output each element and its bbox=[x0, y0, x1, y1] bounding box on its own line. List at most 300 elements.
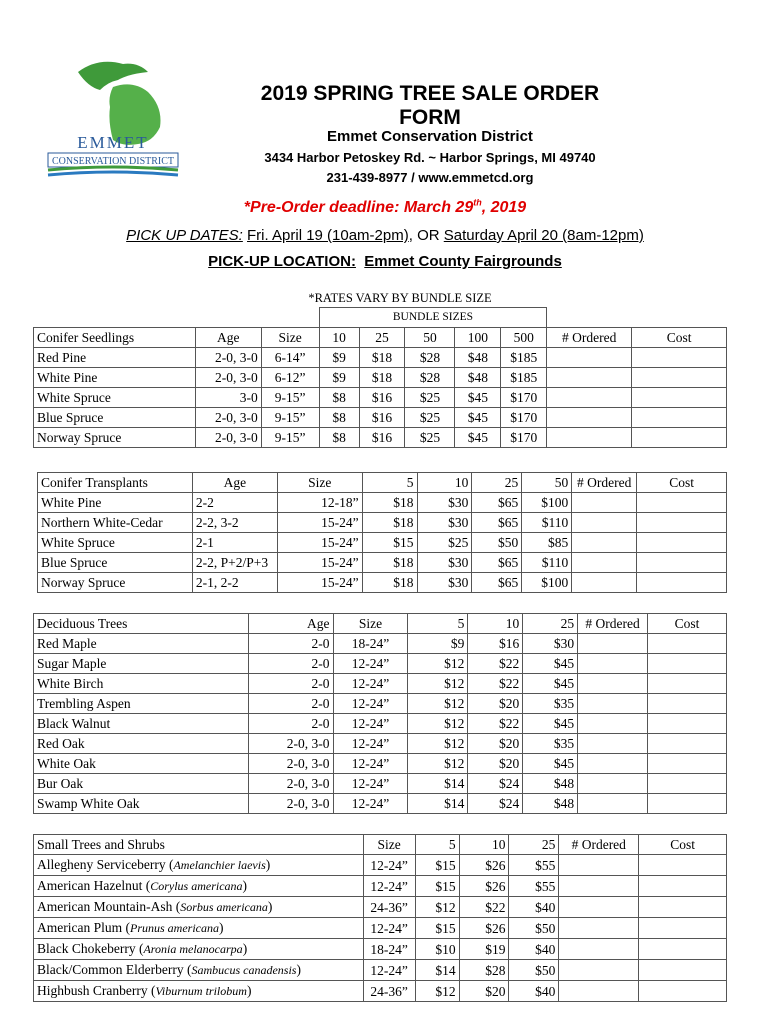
species-name: White Spruce bbox=[38, 533, 193, 553]
cost-input-cell[interactable] bbox=[639, 918, 727, 939]
pickup-location-value: Emmet County Fairgrounds bbox=[364, 253, 562, 270]
col-header: Cost bbox=[648, 614, 727, 634]
table-cell: $45 bbox=[523, 714, 578, 734]
ordered-input-cell[interactable] bbox=[559, 918, 639, 939]
cost-input-cell[interactable] bbox=[632, 348, 727, 368]
table-row bbox=[38, 533, 727, 553]
species-name: White Birch bbox=[34, 674, 249, 694]
table-cell: $12 bbox=[415, 897, 459, 918]
table-row bbox=[34, 754, 727, 774]
ordered-input-cell[interactable] bbox=[578, 754, 648, 774]
species-name: Red Pine bbox=[34, 348, 196, 368]
common-name: American Mountain-Ash ( bbox=[37, 899, 181, 914]
cost-input-cell[interactable] bbox=[639, 876, 727, 897]
table-cell: $45 bbox=[455, 388, 501, 408]
cost-input-cell[interactable] bbox=[639, 939, 727, 960]
table-cell: 2-2 bbox=[192, 493, 277, 513]
table-cell: 12-24” bbox=[333, 754, 408, 774]
table-cell: 15-24” bbox=[277, 573, 362, 593]
cost-input-cell[interactable] bbox=[637, 533, 727, 553]
table-row bbox=[34, 368, 727, 388]
col-header: # Ordered bbox=[572, 473, 637, 493]
rates-note: *RATES VARY BY BUNDLE SIZE bbox=[308, 291, 492, 305]
table-cell: $65 bbox=[472, 553, 522, 573]
col-header: Conifer Seedlings bbox=[34, 328, 196, 348]
col-header: Conifer Transplants bbox=[38, 473, 193, 493]
ordered-input-cell[interactable] bbox=[578, 654, 648, 674]
table-cell: $45 bbox=[523, 674, 578, 694]
col-header: Size bbox=[277, 473, 362, 493]
table-cell: $35 bbox=[523, 734, 578, 754]
table-cell: $16 bbox=[468, 634, 523, 654]
col-header: # Ordered bbox=[559, 835, 639, 855]
table-cell: $50 bbox=[472, 533, 522, 553]
table-row bbox=[34, 428, 727, 448]
ordered-input-cell[interactable] bbox=[547, 428, 632, 448]
table-cell: 9-15” bbox=[261, 408, 319, 428]
table-cell: $85 bbox=[522, 533, 572, 553]
svg-text:EMMET: EMMET bbox=[77, 133, 149, 152]
ordered-input-cell[interactable] bbox=[547, 408, 632, 428]
species-name: Red Maple bbox=[34, 634, 249, 654]
table-cell: $40 bbox=[509, 981, 559, 1002]
latin-name: Aronia melanocarpa bbox=[143, 942, 243, 956]
table-cell: $35 bbox=[523, 694, 578, 714]
cost-input-cell[interactable] bbox=[648, 654, 727, 674]
table-cell: $16 bbox=[359, 408, 405, 428]
table-cell: $20 bbox=[459, 981, 509, 1002]
table-cell: 12-24” bbox=[333, 734, 408, 754]
common-name: Allegheny Serviceberry ( bbox=[37, 857, 174, 872]
col-header: # Ordered bbox=[578, 614, 648, 634]
pickup-location-label: PICK-UP LOCATION: bbox=[208, 253, 356, 270]
species-name: White Spruce bbox=[34, 388, 196, 408]
table-cell: $18 bbox=[359, 368, 405, 388]
table-cell: 2-0, 3-0 bbox=[195, 368, 261, 388]
table-cell: $9 bbox=[319, 348, 359, 368]
table-cell: $30 bbox=[417, 493, 472, 513]
table-cell: $100 bbox=[522, 573, 572, 593]
table-cell: $15 bbox=[415, 918, 459, 939]
table-cell: 3-0 bbox=[195, 388, 261, 408]
table-cell: 6-12” bbox=[261, 368, 319, 388]
latin-name: Viburnum trilobum bbox=[155, 984, 247, 998]
ordered-input-cell[interactable] bbox=[578, 694, 648, 714]
table-cell: $12 bbox=[408, 754, 468, 774]
col-header: 10 bbox=[459, 835, 509, 855]
col-header: 25 bbox=[359, 328, 405, 348]
table-cell: $18 bbox=[362, 573, 417, 593]
table-cell: $19 bbox=[459, 939, 509, 960]
table-cell: 2-0 bbox=[248, 674, 333, 694]
table-cell: $24 bbox=[468, 794, 523, 814]
table-cell: $100 bbox=[522, 493, 572, 513]
ordered-input-cell[interactable] bbox=[547, 388, 632, 408]
cost-input-cell[interactable] bbox=[648, 754, 727, 774]
table-cell: 2-1, 2-2 bbox=[192, 573, 277, 593]
ordered-input-cell[interactable] bbox=[559, 897, 639, 918]
species-name: Norway Spruce bbox=[34, 428, 196, 448]
table-row bbox=[34, 794, 727, 814]
table-cell: $28 bbox=[405, 368, 455, 388]
cost-input-cell[interactable] bbox=[639, 855, 727, 876]
table-cell: $48 bbox=[455, 348, 501, 368]
org-name: Emmet Conservation District bbox=[327, 128, 533, 145]
ordered-input-cell[interactable] bbox=[578, 734, 648, 754]
table-cell: 12-24” bbox=[363, 855, 415, 876]
ordered-input-cell[interactable] bbox=[559, 981, 639, 1002]
cost-input-cell[interactable] bbox=[648, 774, 727, 794]
pickup-dates-or: , OR bbox=[408, 227, 444, 244]
cost-input-cell[interactable] bbox=[648, 674, 727, 694]
table-cell: $170 bbox=[501, 388, 547, 408]
table-cell: $45 bbox=[523, 754, 578, 774]
table-cell: $14 bbox=[415, 960, 459, 981]
table-cell: 12-18” bbox=[277, 493, 362, 513]
table-cell: $22 bbox=[468, 654, 523, 674]
table-cell: $185 bbox=[501, 348, 547, 368]
table-cell: $20 bbox=[468, 734, 523, 754]
table-cell: $12 bbox=[408, 674, 468, 694]
table-cell: $50 bbox=[509, 960, 559, 981]
table-cell: $26 bbox=[459, 918, 509, 939]
table-cell: $12 bbox=[415, 981, 459, 1002]
species-name: White Oak bbox=[34, 754, 249, 774]
table-cell: 9-15” bbox=[261, 428, 319, 448]
table-cell: 6-14” bbox=[261, 348, 319, 368]
col-header: Cost bbox=[639, 835, 727, 855]
pickup-dates-label: PICK UP DATES: bbox=[126, 227, 243, 244]
col-header: # Ordered bbox=[547, 328, 632, 348]
table-cell: $65 bbox=[472, 573, 522, 593]
pickup-dates-friday: Fri. April 19 (10am-2pm) bbox=[247, 227, 409, 244]
ordered-input-cell[interactable] bbox=[572, 553, 637, 573]
table-cell: 2-0 bbox=[248, 694, 333, 714]
species-name: American Hazelnut (Corylus americana) bbox=[34, 876, 364, 897]
latin-name: Sambucus canadensis bbox=[191, 963, 297, 977]
table-cell: $22 bbox=[468, 714, 523, 734]
table-cell: 12-24” bbox=[333, 674, 408, 694]
table-cell: 12-24” bbox=[333, 654, 408, 674]
cost-input-cell[interactable] bbox=[637, 493, 727, 513]
ordered-input-cell[interactable] bbox=[578, 634, 648, 654]
table-cell: $14 bbox=[408, 794, 468, 814]
pickup-dates bbox=[0, 227, 770, 244]
latin-name: Prunus americana bbox=[129, 921, 219, 935]
conifer-transplants-table bbox=[37, 472, 727, 593]
cost-input-cell[interactable] bbox=[639, 981, 727, 1002]
col-header: 100 bbox=[455, 328, 501, 348]
table-header-row bbox=[34, 835, 727, 855]
deciduous-trees-table bbox=[33, 613, 727, 814]
col-header: 25 bbox=[509, 835, 559, 855]
table-cell: $26 bbox=[459, 855, 509, 876]
table-row bbox=[38, 553, 727, 573]
table-cell: 12-24” bbox=[333, 794, 408, 814]
table-cell: $24 bbox=[468, 774, 523, 794]
table-row bbox=[34, 897, 727, 918]
table-cell: 9-15” bbox=[261, 388, 319, 408]
table-cell: 24-36” bbox=[363, 897, 415, 918]
table-row bbox=[34, 774, 727, 794]
table-header-row bbox=[34, 328, 727, 348]
table-cell: 18-24” bbox=[363, 939, 415, 960]
common-name: Black Chokeberry ( bbox=[37, 941, 144, 956]
table-cell: $110 bbox=[522, 553, 572, 573]
table-cell: 2-0, 3-0 bbox=[248, 774, 333, 794]
table-cell: $18 bbox=[359, 348, 405, 368]
table-cell: $30 bbox=[417, 513, 472, 533]
table-cell: 15-24” bbox=[277, 513, 362, 533]
table-cell: $9 bbox=[408, 634, 468, 654]
table-cell: $25 bbox=[417, 533, 472, 553]
table-cell: $14 bbox=[408, 774, 468, 794]
col-header: Cost bbox=[637, 473, 727, 493]
table-cell: $10 bbox=[415, 939, 459, 960]
pickup-location bbox=[0, 253, 770, 270]
table-cell: 2-1 bbox=[192, 533, 277, 553]
table-cell: $65 bbox=[472, 493, 522, 513]
col-header: 50 bbox=[522, 473, 572, 493]
table-cell: $25 bbox=[405, 408, 455, 428]
table-cell: $20 bbox=[468, 694, 523, 714]
latin-name: Corylus americana bbox=[150, 879, 243, 893]
table-cell: 2-0, 3-0 bbox=[248, 794, 333, 814]
ordered-input-cell[interactable] bbox=[572, 573, 637, 593]
common-name: American Hazelnut ( bbox=[37, 878, 151, 893]
cost-input-cell[interactable] bbox=[632, 428, 727, 448]
cost-input-cell[interactable] bbox=[639, 960, 727, 981]
col-header: Deciduous Trees bbox=[34, 614, 249, 634]
table-cell: $22 bbox=[459, 897, 509, 918]
table-cell: $16 bbox=[359, 428, 405, 448]
table-cell: 12-24” bbox=[333, 694, 408, 714]
table-cell: $26 bbox=[459, 876, 509, 897]
ordered-input-cell[interactable] bbox=[578, 674, 648, 694]
ordered-input-cell[interactable] bbox=[572, 533, 637, 553]
cost-input-cell[interactable] bbox=[632, 368, 727, 388]
table-cell: 2-0 bbox=[248, 714, 333, 734]
cost-input-cell[interactable] bbox=[648, 694, 727, 714]
cost-input-cell[interactable] bbox=[648, 714, 727, 734]
table-cell: $40 bbox=[509, 897, 559, 918]
table-cell: $48 bbox=[523, 794, 578, 814]
table-cell: $22 bbox=[468, 674, 523, 694]
species-name: Black/Common Elderberry (Sambucus canadensis) bbox=[34, 960, 364, 981]
table-row bbox=[38, 493, 727, 513]
common-name: Black/Common Elderberry ( bbox=[37, 962, 192, 977]
table-cell: $45 bbox=[455, 428, 501, 448]
bundle-sizes-label: BUNDLE SIZES bbox=[319, 308, 547, 328]
table-row bbox=[34, 876, 727, 897]
table-cell: $28 bbox=[405, 348, 455, 368]
species-name: Bur Oak bbox=[34, 774, 249, 794]
table-cell: $28 bbox=[459, 960, 509, 981]
common-name: American Plum ( bbox=[37, 920, 130, 935]
cost-input-cell[interactable] bbox=[648, 794, 727, 814]
table-cell: $170 bbox=[501, 428, 547, 448]
table-cell: $48 bbox=[523, 774, 578, 794]
cost-input-cell[interactable] bbox=[637, 573, 727, 593]
table-cell: $8 bbox=[319, 428, 359, 448]
table-cell: $15 bbox=[362, 533, 417, 553]
col-header: Age bbox=[195, 328, 261, 348]
species-name: Blue Spruce bbox=[38, 553, 193, 573]
table-row bbox=[34, 408, 727, 428]
table-row bbox=[34, 694, 727, 714]
org-address: 3434 Harbor Petoskey Rd. ~ Harbor Springs, MI 49740 bbox=[264, 150, 596, 165]
table-cell: $18 bbox=[362, 493, 417, 513]
species-name: Sugar Maple bbox=[34, 654, 249, 674]
cost-input-cell[interactable] bbox=[648, 734, 727, 754]
ordered-input-cell[interactable] bbox=[578, 794, 648, 814]
table-cell: $55 bbox=[509, 855, 559, 876]
table-row bbox=[34, 855, 727, 876]
table-cell: $12 bbox=[408, 694, 468, 714]
preorder-deadline: *Pre-Order deadline: March 29th, 2019 bbox=[243, 198, 527, 217]
small-trees-shrubs-table bbox=[33, 834, 727, 1002]
table-cell: 2-2, 3-2 bbox=[192, 513, 277, 533]
table-cell: 2-0, 3-0 bbox=[248, 734, 333, 754]
species-name: Norway Spruce bbox=[38, 573, 193, 593]
table-cell: 24-36” bbox=[363, 981, 415, 1002]
table-cell: $45 bbox=[523, 654, 578, 674]
table-row bbox=[34, 981, 727, 1002]
species-name: Northern White-Cedar bbox=[38, 513, 193, 533]
cost-input-cell[interactable] bbox=[639, 897, 727, 918]
table-row bbox=[34, 960, 727, 981]
table-cell: $20 bbox=[468, 754, 523, 774]
table-cell: 12-24” bbox=[363, 876, 415, 897]
species-name: White Pine bbox=[38, 493, 193, 513]
species-name: American Mountain-Ash (Sorbus americana) bbox=[34, 897, 364, 918]
species-name: American Plum (Prunus americana) bbox=[34, 918, 364, 939]
table-cell: $12 bbox=[408, 654, 468, 674]
table-row bbox=[34, 939, 727, 960]
table-cell: $8 bbox=[319, 408, 359, 428]
species-name: Highbush Cranberry (Viburnum trilobum) bbox=[34, 981, 364, 1002]
col-header: Age bbox=[192, 473, 277, 493]
species-name: Blue Spruce bbox=[34, 408, 196, 428]
species-name: White Pine bbox=[34, 368, 196, 388]
svg-text:CONSERVATION DISTRICT: CONSERVATION DISTRICT bbox=[51, 156, 175, 167]
species-name: Black Walnut bbox=[34, 714, 249, 734]
table-row bbox=[34, 348, 727, 368]
col-header: Size bbox=[363, 835, 415, 855]
latin-name: Amelanchier laevis bbox=[173, 858, 266, 872]
table-cell: $12 bbox=[408, 734, 468, 754]
ordered-input-cell[interactable] bbox=[547, 348, 632, 368]
col-header: 5 bbox=[362, 473, 417, 493]
col-header: Small Trees and Shrubs bbox=[34, 835, 364, 855]
table-cell: $15 bbox=[415, 855, 459, 876]
table-cell: 12-24” bbox=[363, 960, 415, 981]
table-row bbox=[34, 714, 727, 734]
latin-name: Sorbus americana bbox=[180, 900, 268, 914]
table-cell: 2-0, 3-0 bbox=[195, 428, 261, 448]
table-row bbox=[38, 513, 727, 533]
ordered-input-cell[interactable] bbox=[578, 774, 648, 794]
table-header-row bbox=[38, 473, 727, 493]
col-header: 10 bbox=[417, 473, 472, 493]
cost-input-cell[interactable] bbox=[632, 388, 727, 408]
table-cell: 2-0 bbox=[248, 654, 333, 674]
col-header: 5 bbox=[408, 614, 468, 634]
conifer-seedlings-table bbox=[33, 307, 727, 448]
table-cell: $65 bbox=[472, 513, 522, 533]
col-header: Cost bbox=[632, 328, 727, 348]
col-header: Size bbox=[261, 328, 319, 348]
table-cell: 12-24” bbox=[333, 714, 408, 734]
ordered-input-cell[interactable] bbox=[572, 493, 637, 513]
col-header: 5 bbox=[415, 835, 459, 855]
col-header: Age bbox=[248, 614, 333, 634]
species-name: Black Chokeberry (Aronia melanocarpa) bbox=[34, 939, 364, 960]
table-cell: $185 bbox=[501, 368, 547, 388]
table-cell: $30 bbox=[523, 634, 578, 654]
table-cell: $40 bbox=[509, 939, 559, 960]
table-cell: $9 bbox=[319, 368, 359, 388]
species-name: Allegheny Serviceberry (Amelanchier laevis) bbox=[34, 855, 364, 876]
table-header-row bbox=[34, 614, 727, 634]
col-header: 500 bbox=[501, 328, 547, 348]
cost-input-cell[interactable] bbox=[632, 408, 727, 428]
org-contact: 231-439-8977 / www.emmetcd.org bbox=[326, 170, 534, 185]
table-cell: $45 bbox=[455, 408, 501, 428]
pickup-dates-saturday: Saturday April 20 (8am-12pm) bbox=[443, 227, 644, 244]
table-cell: $18 bbox=[362, 513, 417, 533]
table-cell: 2-2, P+2/P+3 bbox=[192, 553, 277, 573]
table-cell: 2-0 bbox=[248, 634, 333, 654]
col-header: 10 bbox=[468, 614, 523, 634]
table-cell: 18-24” bbox=[333, 634, 408, 654]
cost-input-cell[interactable] bbox=[648, 634, 727, 654]
col-header: 25 bbox=[472, 473, 522, 493]
col-header: 50 bbox=[405, 328, 455, 348]
species-name: Trembling Aspen bbox=[34, 694, 249, 714]
ordered-input-cell[interactable] bbox=[559, 939, 639, 960]
ordered-input-cell[interactable] bbox=[559, 960, 639, 981]
table-cell: $30 bbox=[417, 553, 472, 573]
ordered-input-cell[interactable] bbox=[578, 714, 648, 734]
ordered-input-cell[interactable] bbox=[572, 513, 637, 533]
table-cell: $18 bbox=[362, 553, 417, 573]
table-cell: 2-0, 3-0 bbox=[195, 408, 261, 428]
col-header: Size bbox=[333, 614, 408, 634]
table-cell: $16 bbox=[359, 388, 405, 408]
table-row bbox=[34, 734, 727, 754]
table-cell: $30 bbox=[417, 573, 472, 593]
table-row bbox=[34, 634, 727, 654]
table-cell: $170 bbox=[501, 408, 547, 428]
table-cell: $55 bbox=[509, 876, 559, 897]
cost-input-cell[interactable] bbox=[637, 553, 727, 573]
ordered-input-cell[interactable] bbox=[547, 368, 632, 388]
table-cell: 12-24” bbox=[333, 774, 408, 794]
species-name: Swamp White Oak bbox=[34, 794, 249, 814]
cost-input-cell[interactable] bbox=[637, 513, 727, 533]
table-row bbox=[34, 674, 727, 694]
col-header: 25 bbox=[523, 614, 578, 634]
table-cell: 2-0, 3-0 bbox=[248, 754, 333, 774]
common-name: Highbush Cranberry ( bbox=[37, 983, 156, 998]
col-header: 10 bbox=[319, 328, 359, 348]
emmet-conservation-district-logo bbox=[38, 52, 188, 182]
table-row bbox=[38, 573, 727, 593]
ordered-input-cell[interactable] bbox=[559, 855, 639, 876]
ordered-input-cell[interactable] bbox=[559, 876, 639, 897]
table-cell: $8 bbox=[319, 388, 359, 408]
